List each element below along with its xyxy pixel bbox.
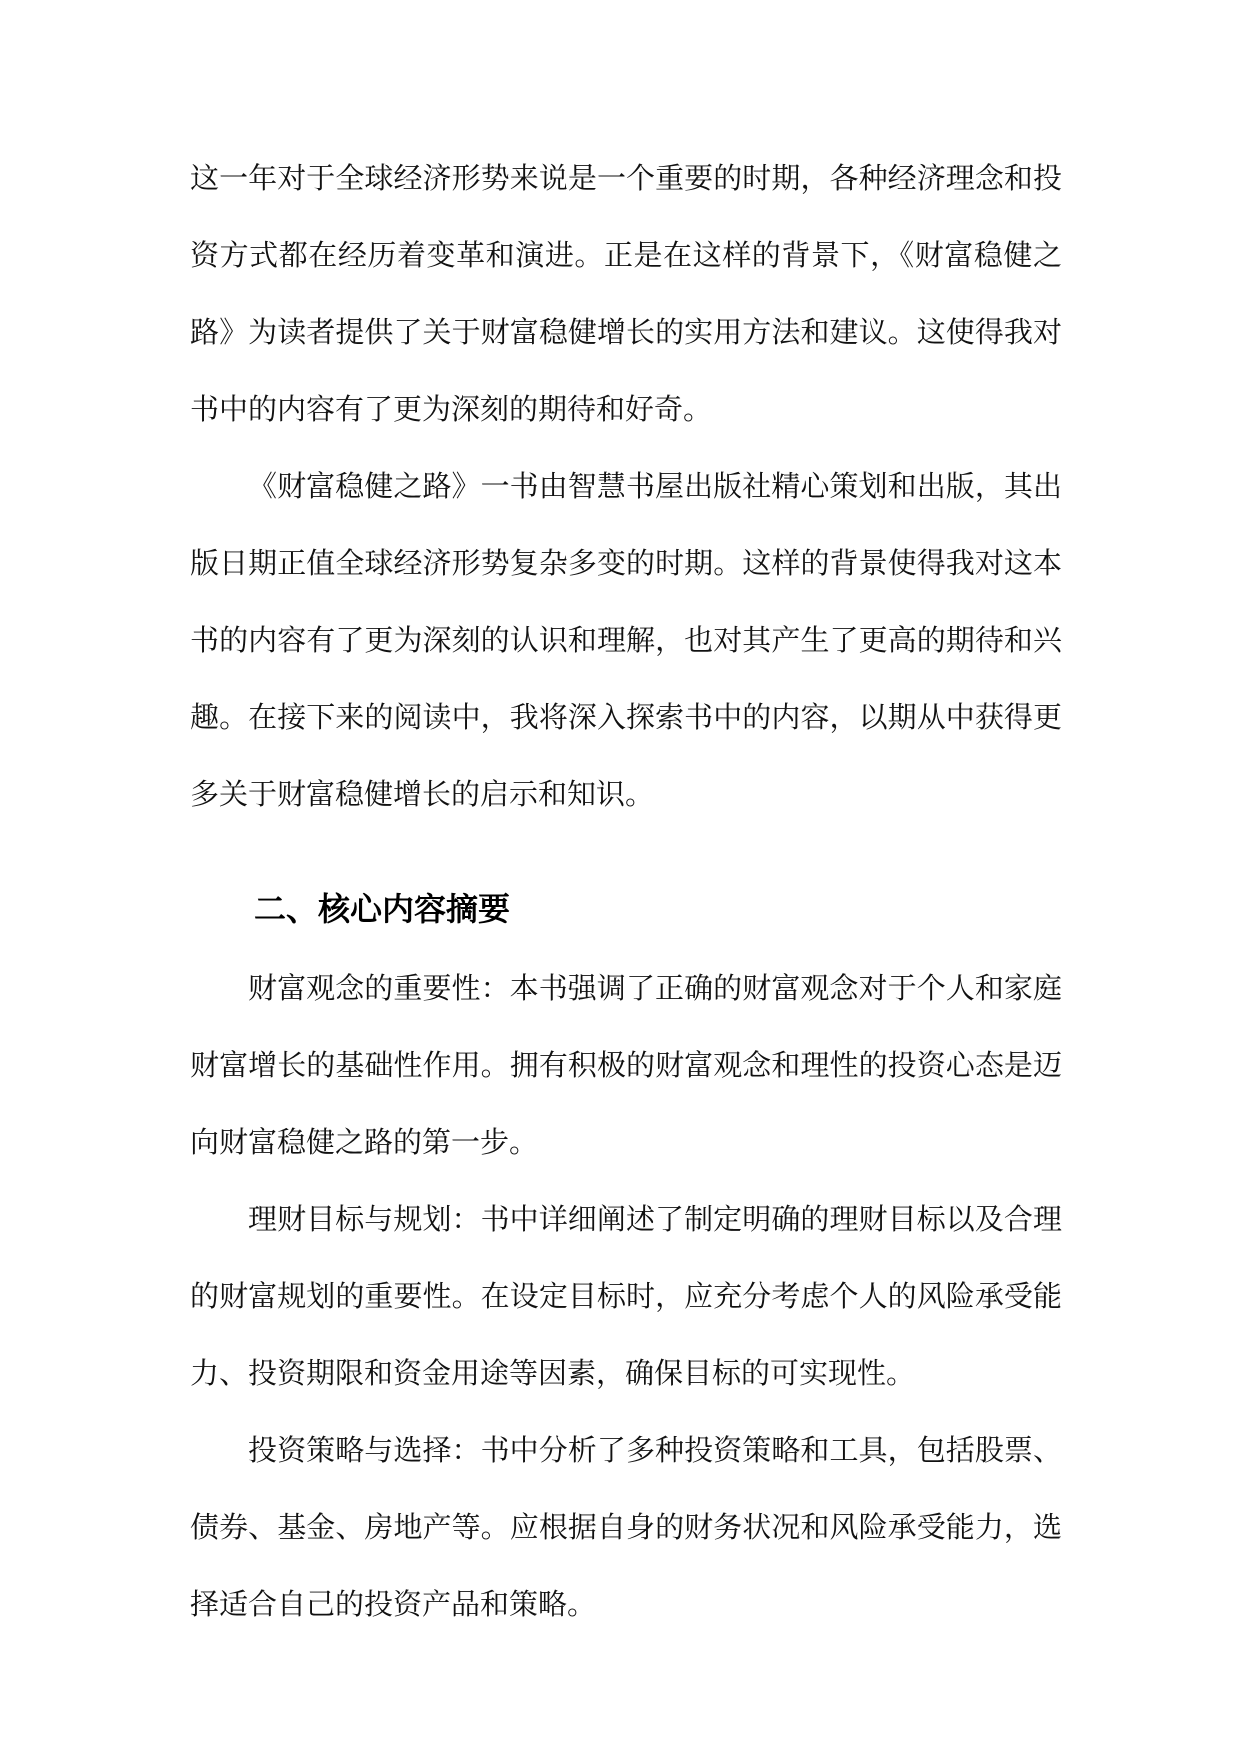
section-paragraph-wealth-concept: 财富观念的重要性：本书强调了正确的财富观念对于个人和家庭财富增长的基础性作用。拥有积极的财富观念和理性的投资心态是迈向财富稳健之路的第一步。 [190, 971, 1062, 1159]
intro-paragraph-2: 《财富稳健之路》一书由智慧书屋出版社精心策划和出版，其出版日期正值全球经济形势复杂多变的时期。这样的背景使得我对这本书的内容有了更为深刻的认识和理解，也对其产生了更高的期待和兴趣。在接下来的阅读中，我将深入探索书中的内容，以期从中获得更多关于财富稳健增长的启示和知识。 [190, 469, 1062, 811]
document-body [190, 140, 1062, 1643]
intro-paragraph-1: 这一年对于全球经济形势来说是一个重要的时期，各种经济理念和投资方式都在经历着变革和演进。正是在这样的背景下，《财富稳健之路》为读者提供了关于财富稳健增长的实用方法和建议。这使得我对书中的内容有了更为深刻的期待和好奇。 [190, 161, 1062, 426]
section-paragraph-financial-goals: 理财目标与规划：书中详细阐述了制定明确的理财目标以及合理的财富规划的重要性。在设定目标时，应充分考虑个人的风险承受能力、投资期限和资金用途等因素，确保目标的可实现性。 [190, 1202, 1062, 1390]
section-heading: 二、核心内容摘要 [254, 890, 511, 928]
section-paragraph-investment-strategy: 投资策略与选择：书中分析了多种投资策略和工具，包括股票、债券、基金、房地产等。应根据自身的财务状况和风险承受能力，选择适合自己的投资产品和策略。 [190, 1433, 1062, 1621]
